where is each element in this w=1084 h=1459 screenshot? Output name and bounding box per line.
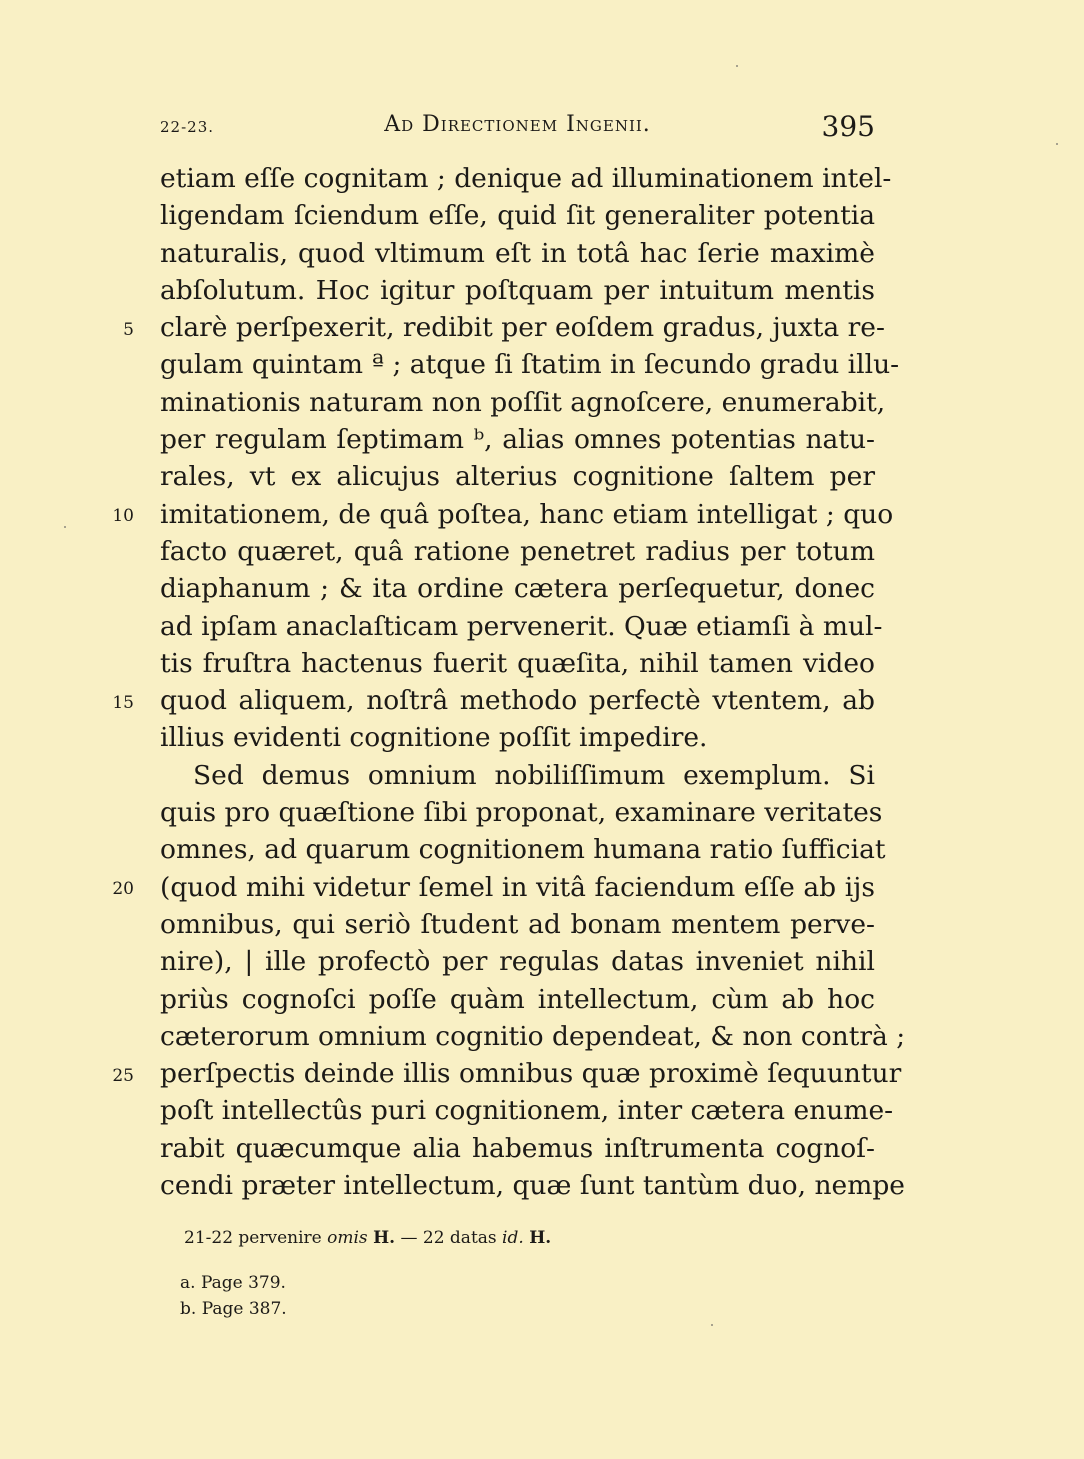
variant-separator: — xyxy=(400,1228,418,1248)
line-number-25: 25 xyxy=(112,1066,134,1086)
text-line: perſpectis deinde illis omnibus quæ proximè ſequuntur xyxy=(160,1058,902,1090)
text-line: quod aliquem, noſtrâ methodo perfectè vtentem, ab xyxy=(160,685,875,717)
text-line: tis fruſtra hactenus fuerit quæſita, nihil tamen video xyxy=(160,647,875,679)
variant-note: id. xyxy=(502,1228,524,1248)
text-line: cæterorum omnium cognitio dependeat, & non contrà ; xyxy=(160,1020,906,1052)
text-line: Sed demus omnium nobiliſſimum exemplum. Si xyxy=(193,759,875,791)
text-line: abſolutum. Hoc igitur poſtquam per intuitum mentis xyxy=(160,274,875,306)
page-number: 395 xyxy=(821,110,875,143)
text-line: imitationem, de quâ poſtea, hanc etiam intelligat ; quo xyxy=(160,498,894,530)
text-line: per regulam ſeptimam ᵇ, alias omnes potentias natu- xyxy=(160,424,875,456)
variant-word: datas xyxy=(449,1228,497,1248)
text-line: ligendam ſciendum eſſe, quid ſit generaliter potentia xyxy=(160,200,875,232)
line-number-5: 5 xyxy=(123,320,134,340)
paper-speck xyxy=(1056,143,1058,145)
text-line: gulam quintam ª ; atque ſi ſtatim in ſecundo gradu illu- xyxy=(160,349,900,381)
running-title: Ad Directionem Ingenii. xyxy=(384,112,651,137)
line-number-15: 15 xyxy=(112,693,134,713)
paper-speck xyxy=(736,65,738,67)
text-line: omnes, ad quarum cognitionem humana ratio ſufficiat xyxy=(160,834,886,866)
text-line: (quod mihi videtur ſemel in vitâ faciendum eſſe ab ijs xyxy=(160,871,875,903)
text-line: rabit quæcumque alia habemus inſtrumenta cognoſ- xyxy=(160,1132,875,1164)
footnote-a: a. Page 379. xyxy=(180,1273,286,1293)
text-line: naturalis, quod vltimum eſt in totâ hac ſerie maximè xyxy=(160,237,875,269)
text-line: cendi præter intellectum, quæ ſunt tantùm duo, nempe xyxy=(160,1170,905,1202)
footnote-b: b. Page 387. xyxy=(180,1299,287,1319)
variant-word: pervenire xyxy=(238,1228,322,1248)
footnotes xyxy=(180,1270,287,1322)
text-line: etiam eſſe cognitam ; denique ad illuminationem intel- xyxy=(160,163,892,194)
text-line: facto quæret, quâ ratione penetret radius per totum xyxy=(160,535,875,567)
text-line: nire), | ille profectò per regulas datas inveniet nihil xyxy=(160,946,875,978)
variant-readings xyxy=(184,1228,551,1248)
text-line: illius evidenti cognitione poſſit impedire. xyxy=(160,722,708,754)
text-line: quis pro quæſtione ſibi proponat, examinare veritates xyxy=(160,797,883,829)
variant-sigla: H. xyxy=(373,1228,396,1248)
running-header xyxy=(160,110,875,150)
variant-note: omis xyxy=(327,1228,368,1248)
paper-speck xyxy=(64,526,66,528)
text-line: priùs cognoſci poſſe quàm intellectum, cùm ab hoc xyxy=(160,983,875,1015)
text-line: diaphanum ; & ita ordine cætera perſequetur, donec xyxy=(160,573,875,605)
section-range: 22-23. xyxy=(160,118,215,136)
variant-ref: 22 xyxy=(422,1228,445,1248)
text-line: poſt intellectûs puri cognitionem, inter cætera enume- xyxy=(160,1095,894,1127)
text-line: minationis naturam non poſſit agnoſcere, enumerabit, xyxy=(160,386,886,418)
line-number-20: 20 xyxy=(112,879,134,899)
text-line: clarè perſpexerit, redibit per eoſdem gradus, juxta re- xyxy=(160,312,885,344)
text-line: omnibus, qui seriò ſtudent ad bonam mentem perve- xyxy=(160,908,875,940)
variant-sigla: H. xyxy=(529,1228,552,1248)
text-line: rales, vt ex alicujus alterius cognitione ſaltem per xyxy=(160,461,875,493)
line-number-10: 10 xyxy=(112,506,134,526)
variant-ref: 21-22 xyxy=(184,1228,234,1248)
text-line: ad ipſam anaclaſticam pervenerit. Quæ etiamſi à mul- xyxy=(160,610,883,642)
paper-speck xyxy=(711,1324,713,1326)
main-text xyxy=(160,160,906,1204)
